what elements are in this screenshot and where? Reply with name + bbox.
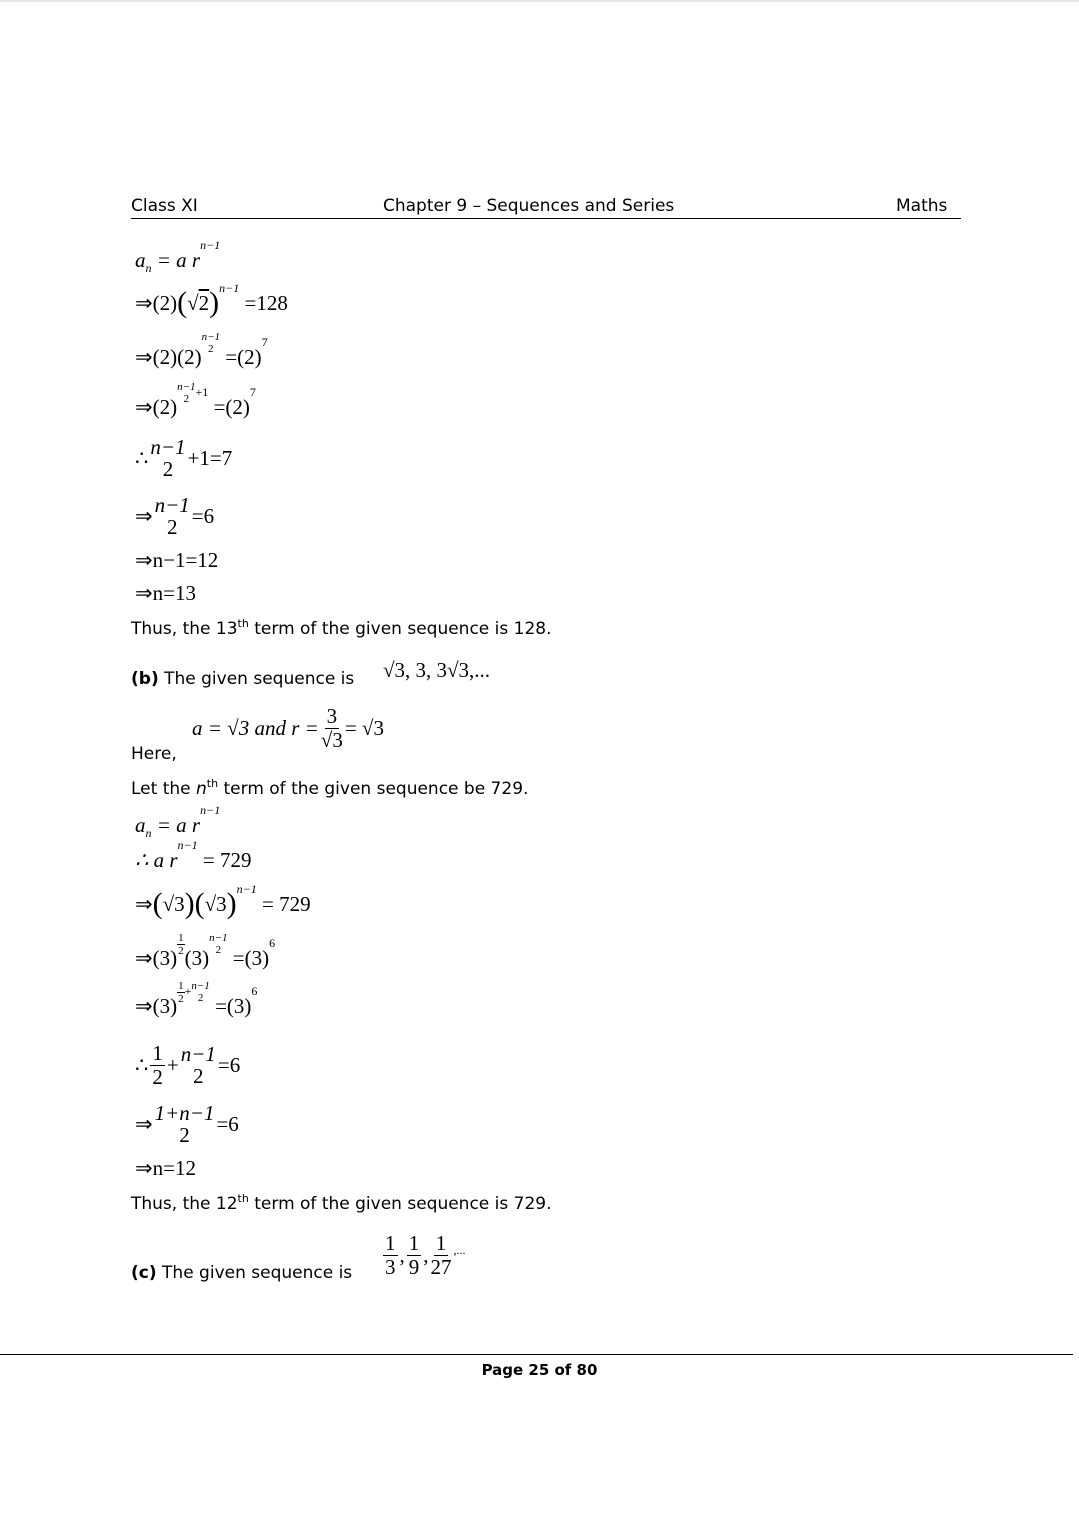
eq-a-step3: ⇒(2) n−1 2 +1 =(2) 7 <box>135 381 256 419</box>
sequence-b: √3, 3, 3√3,... <box>383 657 491 682</box>
eq-a-step2: ⇒(2)(2) n−1 2 =(2) 7 <box>135 331 268 369</box>
eq-b-step7: ⇒n=12 <box>135 1155 196 1180</box>
here-label: Here, <box>131 744 177 764</box>
eq-b-step6: ⇒ 1+n−1 2 =6 <box>135 1100 239 1147</box>
eq-a-step5: ⇒ n−1 2 =6 <box>135 492 215 539</box>
eq-b-step4: ⇒(3) 1 2 + n−1 2 =(3) 6 <box>135 980 258 1018</box>
header-chapter: Chapter 9 – Sequences and Series <box>383 196 675 216</box>
eq-b-a-and-r: a = √3 and r = $\frac{3}{√3}$ = √3 <box>192 704 384 752</box>
page-number: Page 25 of 80 <box>481 1361 598 1379</box>
eq-b-step1: ∴ a r n−1 = 729 <box>135 838 252 872</box>
sequence-c: $\frac{1}{3}$ , $\frac{1}{9}$ , $\frac{1}{27}$ ,... <box>385 1231 466 1279</box>
header-class: Class XI <box>131 196 198 216</box>
header-rule <box>131 218 961 219</box>
eq-a-step6: ⇒n−1=12 <box>135 547 219 572</box>
part-c-intro: (c) The given sequence is <box>131 1263 353 1283</box>
eq-b-step5: ∴ $\frac{1}{2}$ + n−1 2 =6 <box>135 1041 241 1089</box>
conclusion-b: Thus, the 12th term of the given sequence is 729. <box>131 1192 552 1214</box>
eq-b-general-term: a n = a r n−1 <box>135 803 221 840</box>
eq-a-step1: ⇒(2) ( √ 2 ) n−1 =128 <box>135 281 288 319</box>
eq-b-step2: ⇒ ( √3 ) ( √3 ) n−1 = 729 <box>135 882 311 920</box>
let-statement: Let the $n^{th}$ term of the given sequence be 729. <box>131 777 529 799</box>
eq-a-general-term: a n = a r n−1 <box>135 238 221 275</box>
eq-a-step7: ⇒n=13 <box>135 580 196 605</box>
header-subject: Maths <box>896 196 948 216</box>
part-b-intro: (b) The given sequence is <box>131 669 355 689</box>
footer-rule <box>0 1354 1073 1355</box>
conclusion-a: Thus, the 13th term of the given sequence is 128. <box>131 617 552 639</box>
eq-a-step4: ∴ n−1 2 +1=7 <box>135 434 233 481</box>
top-border <box>0 0 1079 2</box>
eq-b-step3: ⇒(3) 1 2 (3) n−1 2 =(3) 6 <box>135 932 276 970</box>
